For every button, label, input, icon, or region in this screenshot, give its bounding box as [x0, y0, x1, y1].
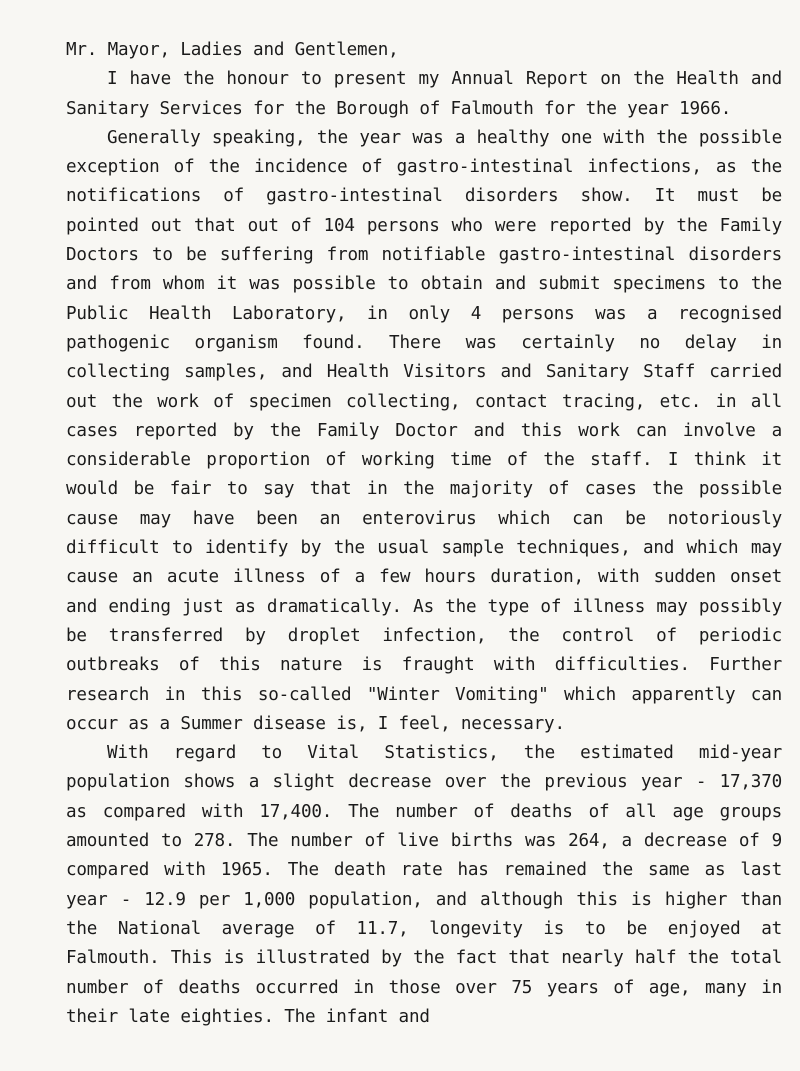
report-text: [66, 36, 782, 1032]
paragraph-vital-statistics: With regard to Vital Statistics, the estimated mid-year population shows a slight decrease over the previous year - 17,370 as compared with 17,400. The number of deaths of all age groups amounted to 278. The number of live births was 264, a decrease of 9 compared with 1965. The death rate has remained the same as last year - 12.9 per 1,000 population, and although this is higher than the National average of 11.7, longevity is to be enjoyed at Falmouth. This is illustrated by the fact that nearly half the total number of deaths occurred in those over 75 years of age, many in their late eighties. The infant and: [66, 743, 782, 1027]
salutation: Mr. Mayor, Ladies and Gentlemen,: [66, 40, 399, 60]
paragraph-intro: I have the honour to present my Annual Report on the Health and Sanitary Services for the Borough of Falmouth for the year 1966.: [66, 69, 782, 119]
paragraph-gastro-intestinal: Generally speaking, the year was a healthy one with the possible exception of the incidence of gastro-intestinal infections, as the notifications of gastro-intestinal disorders show. It must be pointed out that out of 104 persons who were reported by the Family Doctors to be suffering from notifiable gastro-intestinal disorders and from whom it was possible to obtain and submit specimens to the Public Health Laboratory, in only 4 persons was a recognised pathogenic organism found. There was certainly no delay in collecting samples, and Health Visitors and Sanitary Staff carried out the work of specimen collecting, contact tracing, etc. in all cases reported by the Family Doctor and this work can involve a considerable proportion of working time of the staff. I think it would be fair to say that in the majority of cases the possible cause may have been an enterovirus which can be notoriously difficult to identify by the usual sample techniques, and which may cause an acute illness of a few hours duration, with sudden onset and ending just as dramatically. As the type of illness may possibly be transferred by droplet infection, the control of periodic outbreaks of this nature is fraught with difficulties. Further research in this so-called "Winter Vomiting" which apparently can occur as a Summer disease is, I feel, necessary.: [66, 127, 782, 734]
